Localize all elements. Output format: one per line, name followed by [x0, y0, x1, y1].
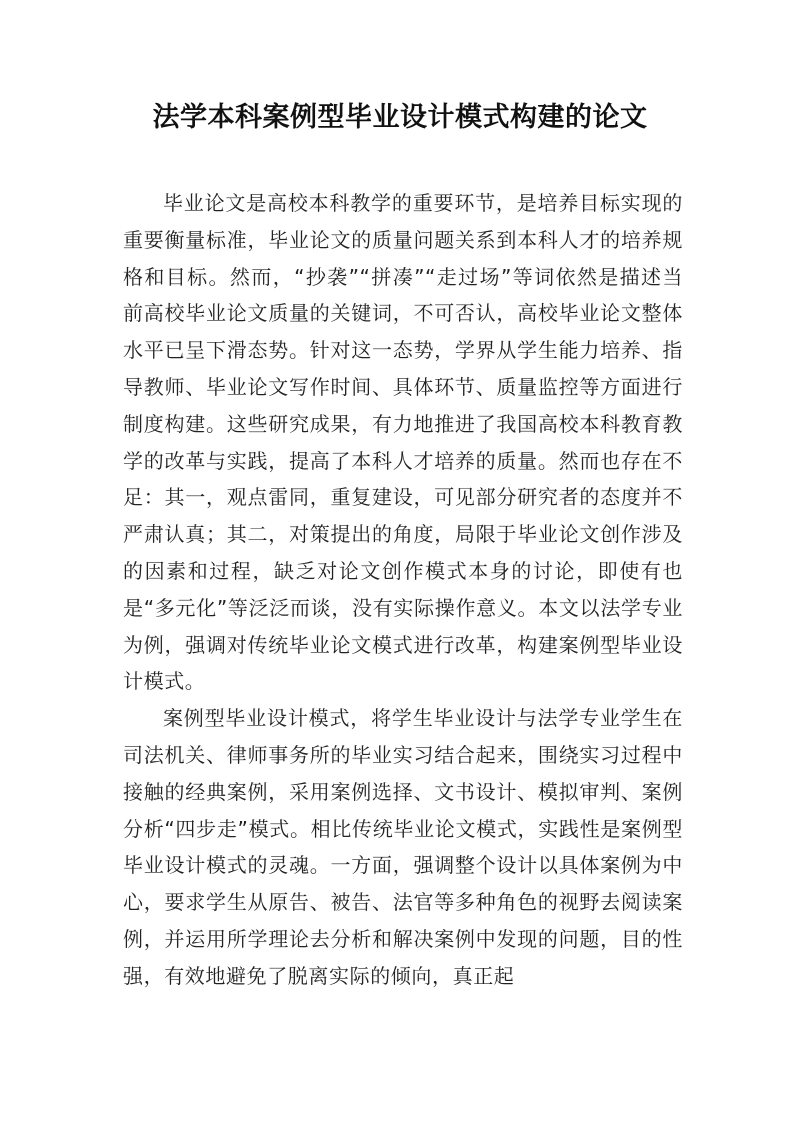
document-body — [123, 185, 683, 995]
document-title: 法学本科案例型毕业设计模式构建的论文 — [152, 102, 648, 133]
paragraph-1: 毕业论文是高校本科教学的重要环节，是培养目标实现的重要衡量标准，毕业论文的质量问题关系到本科人才的培养规格和目标。然而，“抄袭”“拼凑”“走过场”等词依然是描述当前高校毕业论文质量的关键词，不可否认，高校毕业论文整体水平已呈下滑态势。针对这一态势，学界从学生能力培养、指导教师、毕业论文写作时间、具体环节、质量监控等方面进行制度构建。这些研究成果，有力地推进了我国高校本科教育教学的改革与实践，提高了本科人才培养的质量。然而也存在不足：其一，观点雷同，重复建设，可见部分研究者的态度并不严肃认真；其二，对策提出的角度，局限于毕业论文创作涉及的因素和过程，缺乏对论文创作模式本身的讨论，即使有也是“多元化”等泛泛而谈，没有实际操作意义。本文以法学专业为例，强调对传统毕业论文模式进行改革，构建案例型毕业设计模式。 — [123, 191, 683, 694]
paragraph-2: 案例型毕业设计模式，将学生毕业设计与法学专业学生在司法机关、律师事务所的毕业实习结合起来，围绕实习过程中接触的经典案例，采用案例选择、文书设计、模拟审判、案例分析“四步走”模式。相比传统毕业论文模式，实践性是案例型毕业设计模式的灵魂。一方面，强调整个设计以具体案例为中心，要求学生从原告、被告、法官等多种角色的视野去阅读案例，并运用所学理论去分析和解决案例中发现的问题，目的性强，有效地避免了脱离实际的倾向，真正起 — [123, 706, 683, 988]
